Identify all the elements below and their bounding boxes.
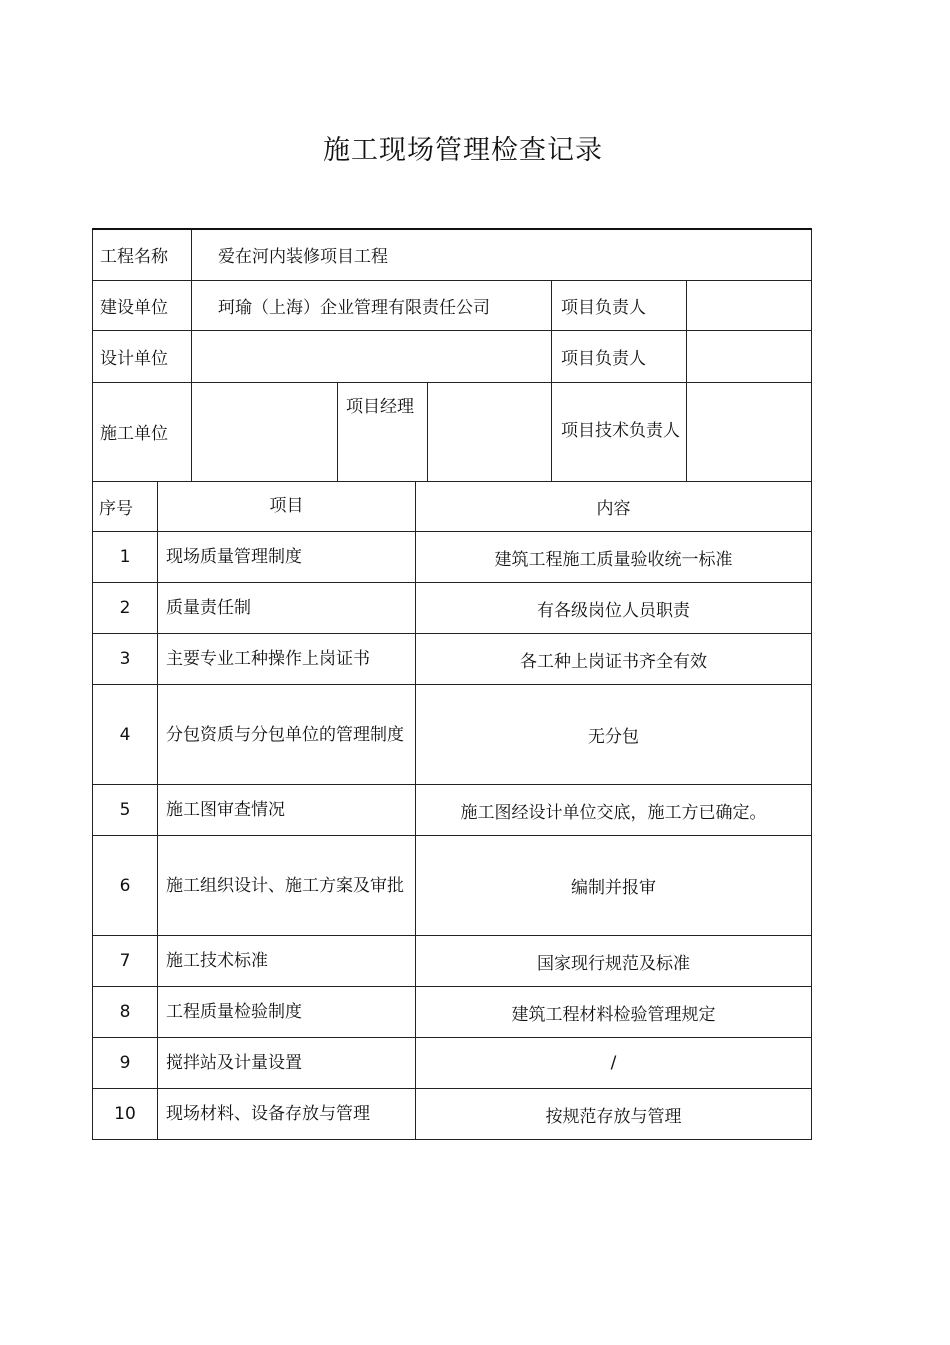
checklist-header-row (93, 481, 812, 532)
checklist-table (92, 481, 812, 1140)
row-item: 分包资质与分包单位的管理制度 (158, 685, 416, 785)
contractor-label: 施工单位 (93, 382, 192, 481)
row-no: 2 (93, 583, 158, 634)
row-content: 各工种上岗证书齐全有效 (416, 634, 812, 685)
table-row (93, 836, 812, 936)
builder-value: 珂瑜（上海）企业管理有限责任公司 (192, 280, 552, 330)
row-content: 无分包 (416, 685, 812, 785)
row-no: 1 (93, 532, 158, 583)
designer-label: 设计单位 (93, 330, 192, 382)
contractor-row (93, 382, 812, 481)
row-no: 6 (93, 836, 158, 936)
tech-manager-value (687, 382, 812, 481)
row-no: 8 (93, 987, 158, 1038)
designer-manager-value (687, 330, 812, 382)
project-name-row (93, 229, 812, 280)
builder-manager-label: 项目负责人 (552, 280, 687, 330)
header-content: 内容 (416, 481, 812, 532)
row-content: 国家现行规范及标准 (416, 936, 812, 987)
builder-row (93, 280, 812, 330)
project-manager-value (428, 382, 552, 481)
project-info-table (92, 228, 812, 482)
row-no: 10 (93, 1089, 158, 1140)
row-item: 现场材料、设备存放与管理 (158, 1089, 416, 1140)
row-item: 施工图审查情况 (158, 785, 416, 836)
page-title: 施工现场管理检查记录 (323, 135, 603, 166)
row-no: 4 (93, 685, 158, 785)
row-content: 施工图经设计单位交底，施工方已确定。 (416, 785, 812, 836)
table-row (93, 1089, 812, 1140)
table-row (93, 634, 812, 685)
designer-manager-label: 项目负责人 (552, 330, 687, 382)
row-item: 工程质量检验制度 (158, 987, 416, 1038)
contractor-value (192, 382, 338, 481)
row-item: 施工技术标准 (158, 936, 416, 987)
project-name-value: 爱在河内装修项目工程 (192, 229, 812, 280)
table-row (93, 1038, 812, 1089)
row-item: 现场质量管理制度 (158, 532, 416, 583)
table-row (93, 583, 812, 634)
row-content: / (416, 1038, 812, 1089)
row-content: 建筑工程施工质量验收统一标准 (416, 532, 812, 583)
row-item: 主要专业工种操作上岗证书 (158, 634, 416, 685)
row-item: 搅拌站及计量设置 (158, 1038, 416, 1089)
table-row (93, 936, 812, 987)
row-content: 建筑工程材料检验管理规定 (416, 987, 812, 1038)
project-name-label: 工程名称 (93, 229, 192, 280)
row-content: 有各级岗位人员职责 (416, 583, 812, 634)
row-no: 3 (93, 634, 158, 685)
row-no: 7 (93, 936, 158, 987)
row-no: 9 (93, 1038, 158, 1089)
builder-manager-value (687, 280, 812, 330)
header-item: 项目 (158, 481, 416, 532)
row-item: 质量责任制 (158, 583, 416, 634)
table-row (93, 785, 812, 836)
table-row (93, 987, 812, 1038)
designer-row (93, 330, 812, 382)
row-content: 按规范存放与管理 (416, 1089, 812, 1140)
table-row (93, 685, 812, 785)
header-no: 序号 (93, 481, 158, 532)
row-content: 编制并报审 (416, 836, 812, 936)
tech-manager-label: 项目技术负责人 (552, 382, 687, 481)
row-item: 施工组织设计、施工方案及审批 (158, 836, 416, 936)
designer-value (192, 330, 552, 382)
table-row (93, 532, 812, 583)
project-manager-label: 项目经理 (338, 382, 428, 481)
row-no: 5 (93, 785, 158, 836)
builder-label: 建设单位 (93, 280, 192, 330)
